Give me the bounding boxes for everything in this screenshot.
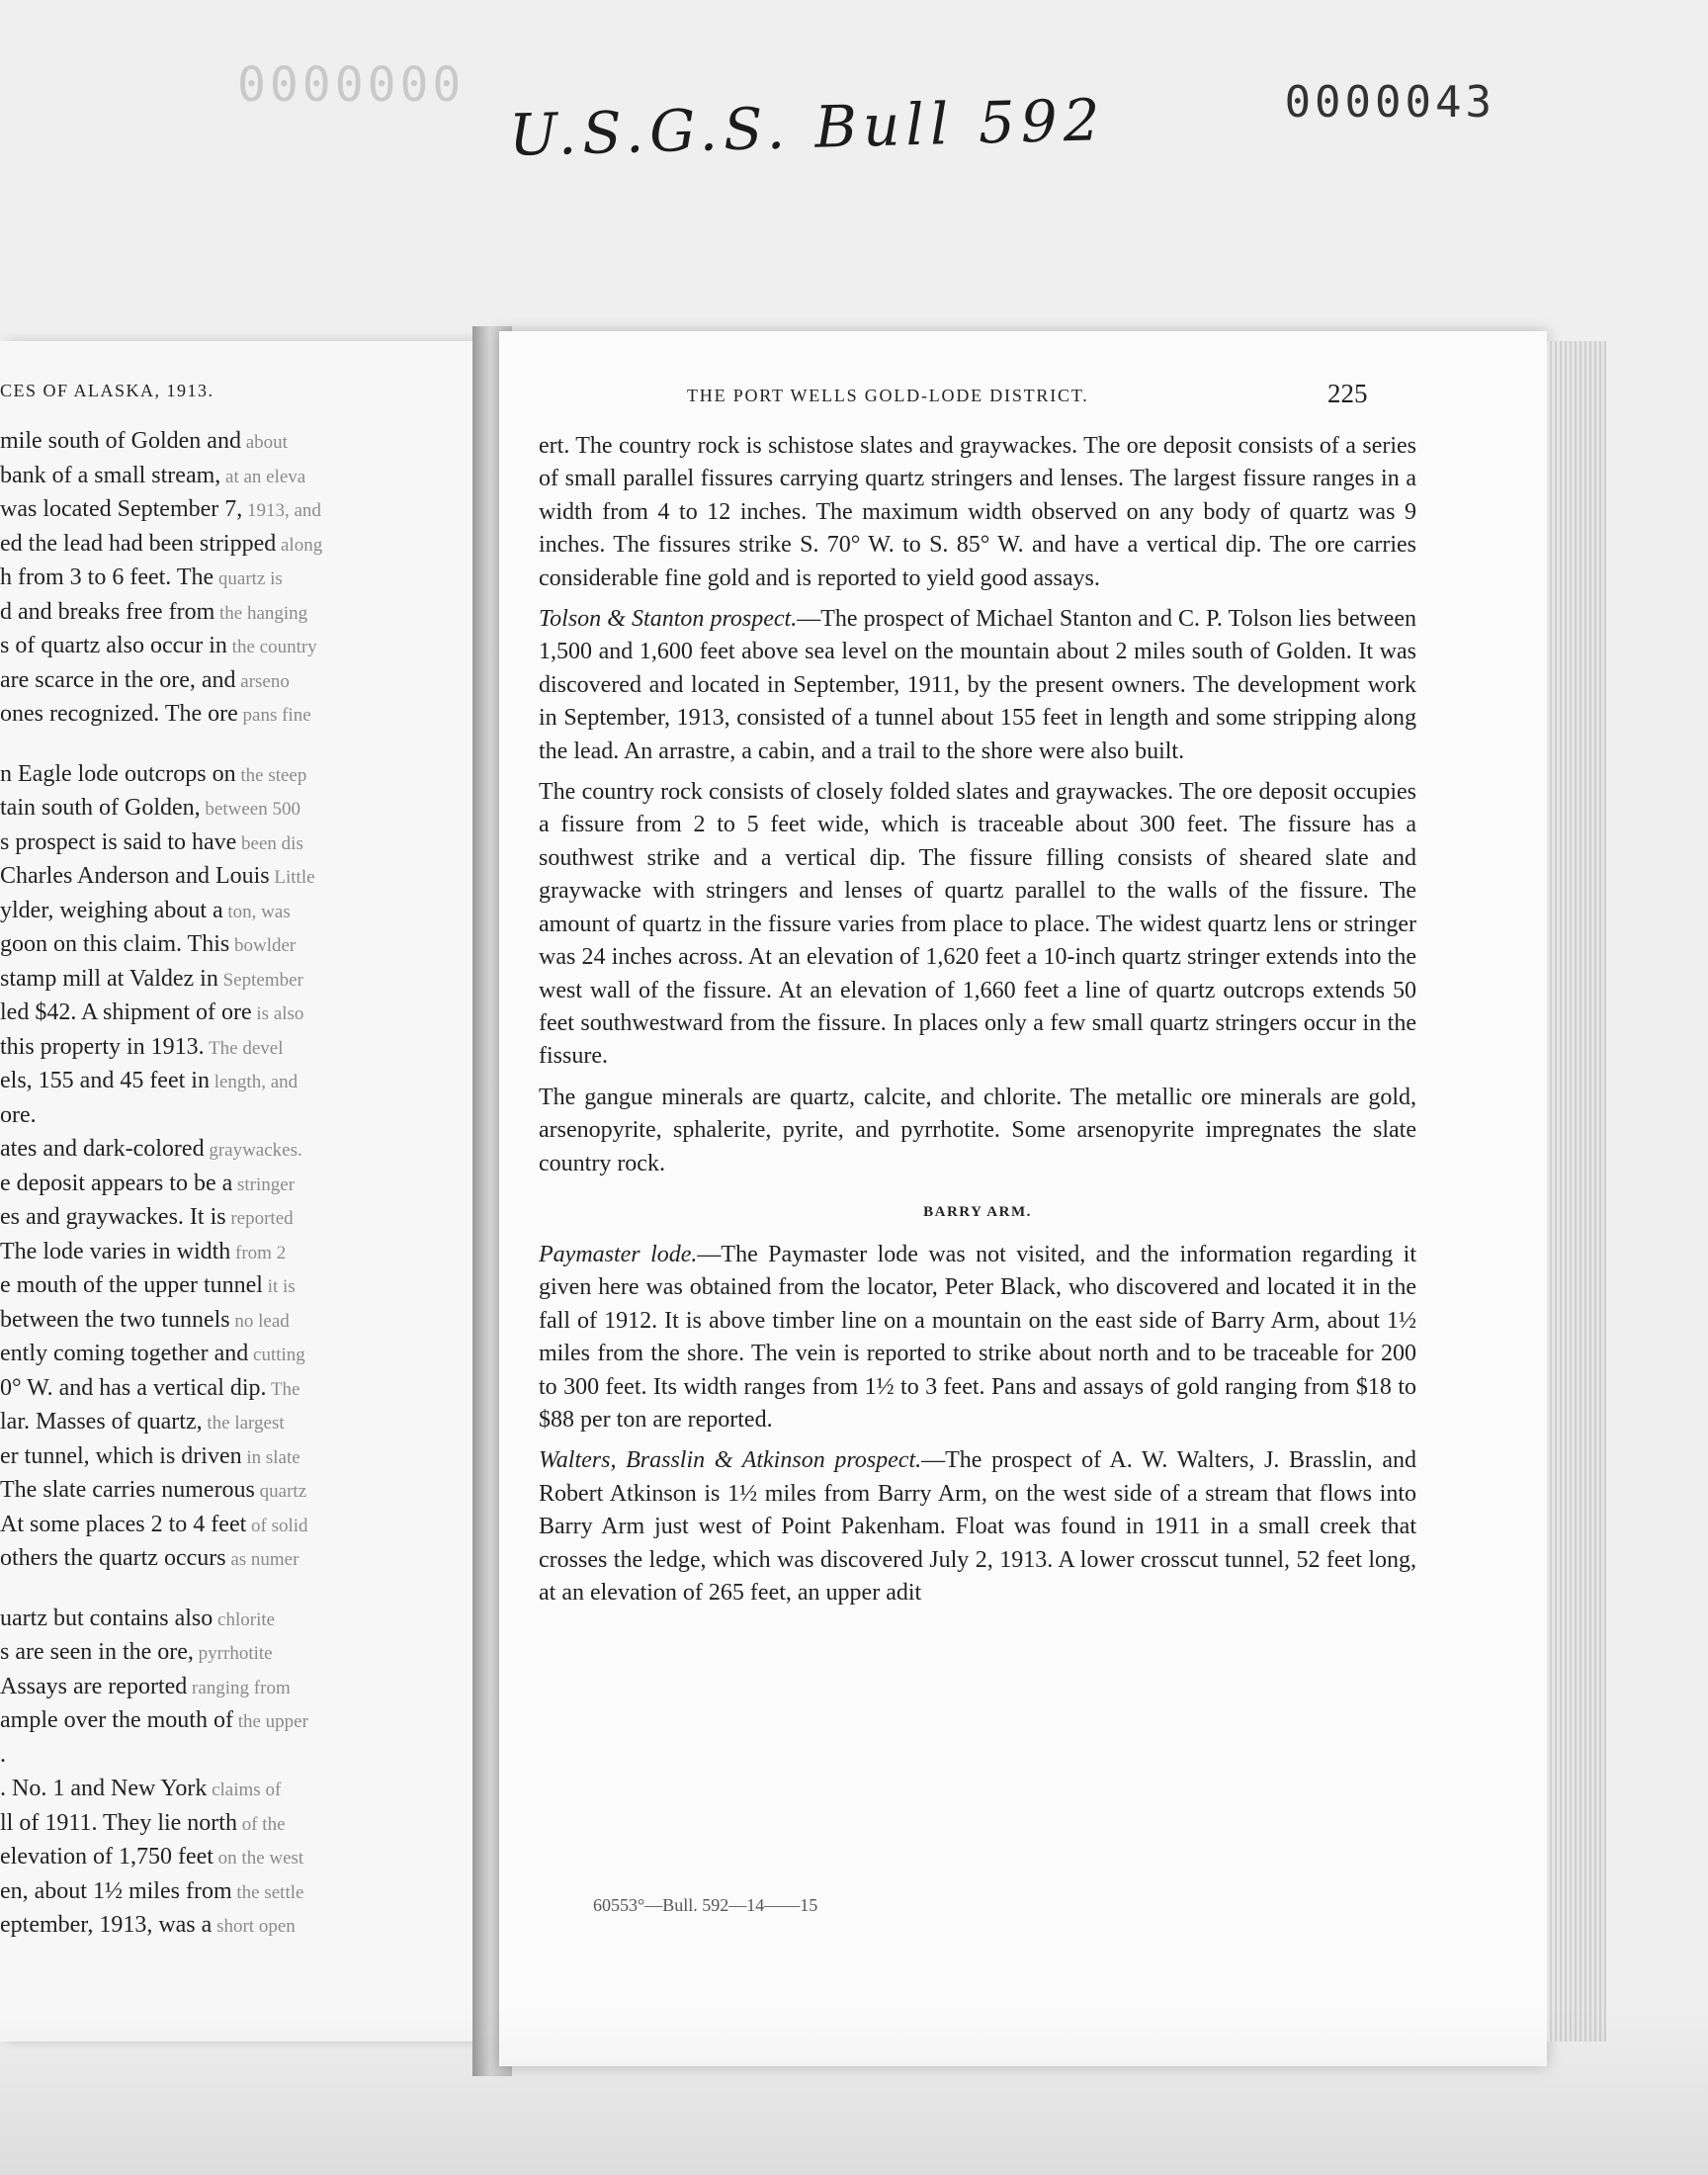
paragraph-lead: Walters, Brasslin & Atkinson prospect.	[539, 1447, 922, 1474]
left-line-text: . No. 1 and New York	[0, 1776, 208, 1801]
left-page-line	[0, 1065, 455, 1099]
left-line-text: stamp mill at Valdez in	[0, 965, 218, 992]
left-page-line	[0, 562, 455, 596]
left-line-faded-text: graywackes.	[204, 1140, 302, 1161]
left-line-text: elevation of 1,750 feet	[0, 1844, 214, 1870]
paragraph-group-2	[539, 1239, 1416, 1610]
left-line-faded-text: The devel	[204, 1037, 284, 1059]
left-line-text: led $42. A shipment of ore	[0, 1000, 252, 1025]
left-line-faded-text: the upper	[232, 1711, 308, 1732]
left-line-faded-text: the steep	[235, 764, 307, 786]
left-line-faded-text: stringer	[232, 1174, 296, 1195]
ghost-stamp-number: 0000000	[237, 57, 466, 113]
paragraph-text: The country rock consists of closely folded slates and graywackes. The ore deposit occupies a fissure from 2 to 5 feet wide, which is traceable about 300 feet. The fissure has a southwest strike and a vertical dip. The fissure filling consists of sheared slate and graywacke with stringers and lenses of quartz parallel to the walls of the fissure. The amount of quartz in the fissure varies from place to place. The widest quartz lens or stringer was 24 inches across. At an elevation of 1,620 feet a 10-inch quartz stringer extends into the west wall of the fissure. At an elevation of 1,660 feet a line of quartz outcrops extends 50 feet southwestward from the fissure. In places only a few small quartz stringers occur in the fissure.	[539, 779, 1416, 1070]
left-line-text: The slate carries numerous	[0, 1477, 255, 1503]
left-line-faded-text: 1913, and	[242, 500, 321, 521]
left-page-line	[0, 596, 455, 631]
left-line-text: are scarce in the ore, and	[0, 666, 236, 693]
left-page-line	[0, 1338, 455, 1372]
paragraph	[539, 430, 1416, 595]
left-line-text: ample over the mouth of	[0, 1707, 233, 1733]
left-line-faded-text: arseno	[235, 670, 290, 692]
left-line-faded-text: ton, was	[222, 901, 291, 922]
left-line-faded-text: of the	[236, 1813, 286, 1835]
left-line-faded-text: Little	[269, 867, 315, 888]
scan-shadow	[0, 2007, 1708, 2175]
left-running-title: CES OF ALASKA, 1913.	[0, 381, 214, 400]
left-page-line	[0, 1577, 455, 1603]
left-page-line	[0, 1168, 455, 1202]
left-page-line	[0, 1671, 455, 1705]
left-line-faded-text: pyrrhotite	[193, 1643, 273, 1664]
paragraph	[539, 1444, 1416, 1610]
left-line-text: es and graywackes. It is	[0, 1204, 226, 1230]
left-line-faded-text: is also	[251, 1003, 304, 1024]
left-line-text: tain south of Golden,	[0, 795, 201, 821]
paragraph-lead: Tolson & Stanton prospect.	[539, 606, 798, 633]
left-page-line	[0, 1099, 455, 1134]
left-line-faded-text: The	[266, 1378, 300, 1400]
left-page-line	[0, 928, 455, 963]
left-line-text: .	[0, 1741, 6, 1768]
left-line-text: ore.	[0, 1101, 37, 1128]
left-line-faded-text: bowlder	[229, 935, 297, 956]
left-page-text	[0, 425, 472, 1944]
footer-signature-line: 60553°—Bull. 592—14——15	[593, 1895, 818, 1915]
section-heading: BARRY ARM.	[923, 1203, 1032, 1220]
paragraph-text: —The prospect of A. W. Walters, J. Brasslin, and Robert Atkinson is 1½ miles from Barry Arm, on the west side of a stream that flows into Barry Arm just west of Point Pakenham. Float was found in 1911 in a small creek that crosses the ledge, which was discovered July 2, 1913. A lower crosscut tunnel, 52 feet long, at an elevation of 265 feet, an upper adit	[539, 1447, 1416, 1606]
left-page-line	[0, 528, 455, 563]
left-page-line	[0, 1201, 455, 1236]
left-line-text: en, about 1½ miles from	[0, 1877, 232, 1904]
left-page-line	[0, 698, 455, 733]
right-page	[499, 331, 1547, 2066]
left-line-text: e mouth of the upper tunnel	[0, 1272, 263, 1298]
left-line-text: s of quartz also occur in	[0, 633, 227, 658]
left-line-faded-text: between 500	[200, 799, 300, 820]
left-page-line	[0, 1875, 455, 1910]
left-page-line	[0, 1269, 455, 1304]
body-text	[539, 430, 1416, 1610]
left-line-faded-text: on the west	[213, 1848, 304, 1869]
left-page-line	[0, 963, 455, 998]
left-line-faded-text: as numer	[225, 1549, 299, 1570]
left-line-text: between the two tunnels	[0, 1306, 230, 1333]
left-line-text: others the quartz occurs	[0, 1545, 226, 1571]
left-line-text: s are seen in the ore,	[0, 1639, 194, 1665]
left-line-faded-text: the largest	[202, 1413, 285, 1434]
left-line-text: ylder, weighing about a	[0, 897, 223, 923]
left-page-line	[0, 1773, 455, 1807]
left-line-faded-text: quartz	[254, 1481, 307, 1502]
left-page-line	[0, 1704, 455, 1739]
left-line-text: ll of 1911. They lie north	[0, 1809, 237, 1836]
left-line-faded-text: quartz is	[214, 568, 283, 589]
left-line-text: Charles Anderson and Louis	[0, 863, 270, 889]
left-line-faded-text: reported	[225, 1208, 294, 1229]
paragraph-group-1	[539, 430, 1416, 1180]
left-line-text: this property in 1913.	[0, 1033, 205, 1060]
paragraph-text: The gangue minerals are quartz, calcite, and chlorite. The metallic ore minerals are gold, arsenopyrite, sphalerite, pyrite, and pyrrhotite. Some arsenopyrite impregnates the slate country rock.	[539, 1084, 1416, 1176]
paragraph	[539, 776, 1416, 1074]
left-page-line	[0, 1474, 455, 1509]
left-line-text: uartz but contains also	[0, 1605, 214, 1631]
left-line-text: e deposit appears to be a	[0, 1170, 233, 1196]
left-page-line	[0, 1236, 455, 1270]
left-line-faded-text: chlorite	[213, 1609, 276, 1630]
left-page-line	[0, 1406, 455, 1440]
left-line-text: s prospect is said to have	[0, 828, 237, 855]
left-line-text: er tunnel, which is driven	[0, 1442, 242, 1469]
left-line-text: ently coming together and	[0, 1341, 249, 1366]
left-line-faded-text: the country	[226, 637, 317, 657]
left-line-faded-text: the hanging	[214, 602, 308, 624]
left-line-faded-text: cutting	[248, 1345, 305, 1365]
left-page-line	[0, 1909, 455, 1944]
left-line-faded-text: claims of	[207, 1780, 282, 1800]
left-page-line	[0, 1509, 455, 1543]
left-page-line	[0, 493, 455, 528]
left-page-line	[0, 664, 455, 699]
left-line-text: goon on this claim. This	[0, 931, 230, 957]
left-line-faded-text: along	[276, 534, 323, 556]
left-page-line	[0, 997, 455, 1031]
left-line-text: lar. Masses of quartz,	[0, 1409, 203, 1435]
left-line-faded-text: in slate	[241, 1446, 300, 1468]
left-page-line	[0, 1440, 455, 1475]
left-page-line	[0, 826, 455, 861]
page-number: 225	[1327, 379, 1368, 408]
left-line-faded-text: pans fine	[237, 705, 311, 726]
left-line-faded-text: September	[217, 969, 303, 991]
paragraph-text: —The Paymaster lode was not visited, and the information regarding it given here was obtained from the locator, Peter Black, who discovered and located it in the fall of 1912. It is above timber line on a mountain on the east side of Barry Arm, about 1½ miles from the shore. The vein is reported to strike about north and to be traceable for 200 to 300 feet. Its width ranges from 1½ to 3 feet. Pans and assays of gold ranging from $18 to $88 per ton are reported.	[539, 1241, 1417, 1433]
running-title: THE PORT WELLS GOLD-LODE DISTRICT.	[687, 386, 1089, 405]
left-page-line	[0, 1841, 455, 1875]
handwritten-annotation: U.S.G.S. Bull 592	[508, 86, 1107, 169]
left-line-faded-text: ranging from	[187, 1677, 291, 1698]
left-page-line	[0, 1807, 455, 1842]
paragraph-text: ert. The country rock is schistose slates and graywackes. The ore deposit consists of a series of small parallel fissures carrying quartz stringers and lenses. The largest fissure ranges in a width from 4 to 12 inches. The maximum width observed on any body of quartz was 9 inches. The fissures strike S. 70° W. to S. 85° W. and have a vertical dip. The ore carries considerable fine gold and is reported to yield good assays.	[539, 433, 1416, 591]
left-page-line	[0, 1603, 455, 1637]
left-page-line	[0, 1031, 455, 1066]
left-line-text: At some places 2 to 4 feet	[0, 1511, 247, 1537]
left-line-faded-text: at an eleva	[220, 466, 306, 487]
left-line-text: eptember, 1913, was a	[0, 1912, 213, 1938]
left-page-line	[0, 1372, 455, 1407]
left-line-faded-text: short open	[212, 1916, 296, 1937]
paragraph	[539, 603, 1416, 768]
left-line-text: was located September 7,	[0, 496, 243, 522]
left-line-faded-text: been dis	[236, 832, 303, 854]
left-page-line	[0, 895, 455, 929]
paragraph-lead: Paymaster lode.	[539, 1241, 698, 1267]
left-line-text: The lode varies in width	[0, 1238, 231, 1264]
paragraph	[539, 1082, 1416, 1180]
left-line-text: els, 155 and 45 feet in	[0, 1068, 210, 1093]
left-line-faded-text: no lead	[229, 1310, 290, 1332]
page-edges	[1547, 341, 1606, 2042]
left-page-line	[0, 1739, 455, 1774]
left-line-text: bank of a small stream,	[0, 462, 221, 488]
left-line-text: ates and dark-colored	[0, 1136, 205, 1162]
left-page-line	[0, 733, 455, 758]
left-line-text: h from 3 to 6 feet. The	[0, 565, 214, 590]
left-page-line	[0, 860, 455, 895]
left-page-line	[0, 1542, 455, 1577]
left-line-text: n Eagle lode outcrops on	[0, 760, 236, 787]
left-line-text: ones recognized. The ore	[0, 701, 238, 727]
paragraph-text: —The prospect of Michael Stanton and C. P. Tolson lies between 1,500 and 1,600 feet above sea level on the mountain about 2 miles south of Golden. It was discovered and located in September, 1911, by the present owners. The development work in September, 1913, consisted of a tunnel about 155 feet in length and some stripping along the lead. An arrastre, a cabin, and a trail to the shore were also built.	[539, 606, 1416, 764]
left-line-faded-text: about	[240, 432, 288, 453]
left-line-faded-text: length, and	[209, 1072, 299, 1092]
left-line-faded-text: it is	[262, 1276, 296, 1297]
left-line-text: mile south of Golden and	[0, 428, 241, 454]
left-line-text: ed the lead had been stripped	[0, 530, 277, 557]
left-line-faded-text: the settle	[231, 1881, 304, 1903]
left-page-line	[0, 425, 455, 460]
left-page	[0, 341, 472, 2042]
stamp-number: 0000043	[1284, 77, 1495, 128]
left-page-line	[0, 792, 455, 826]
left-line-text: 0° W. and has a vertical dip.	[0, 1374, 267, 1401]
paragraph	[539, 1239, 1416, 1436]
left-page-line	[0, 460, 455, 494]
left-page-line	[0, 758, 455, 793]
left-page-line	[0, 630, 455, 664]
left-page-line	[0, 1133, 455, 1168]
left-page-line	[0, 1636, 455, 1671]
left-page-line	[0, 1304, 455, 1339]
left-line-faded-text: from 2	[230, 1242, 287, 1263]
left-line-text: d and breaks free from	[0, 598, 215, 625]
left-line-text: Assays are reported	[0, 1673, 188, 1699]
left-line-faded-text: of solid	[246, 1515, 308, 1536]
